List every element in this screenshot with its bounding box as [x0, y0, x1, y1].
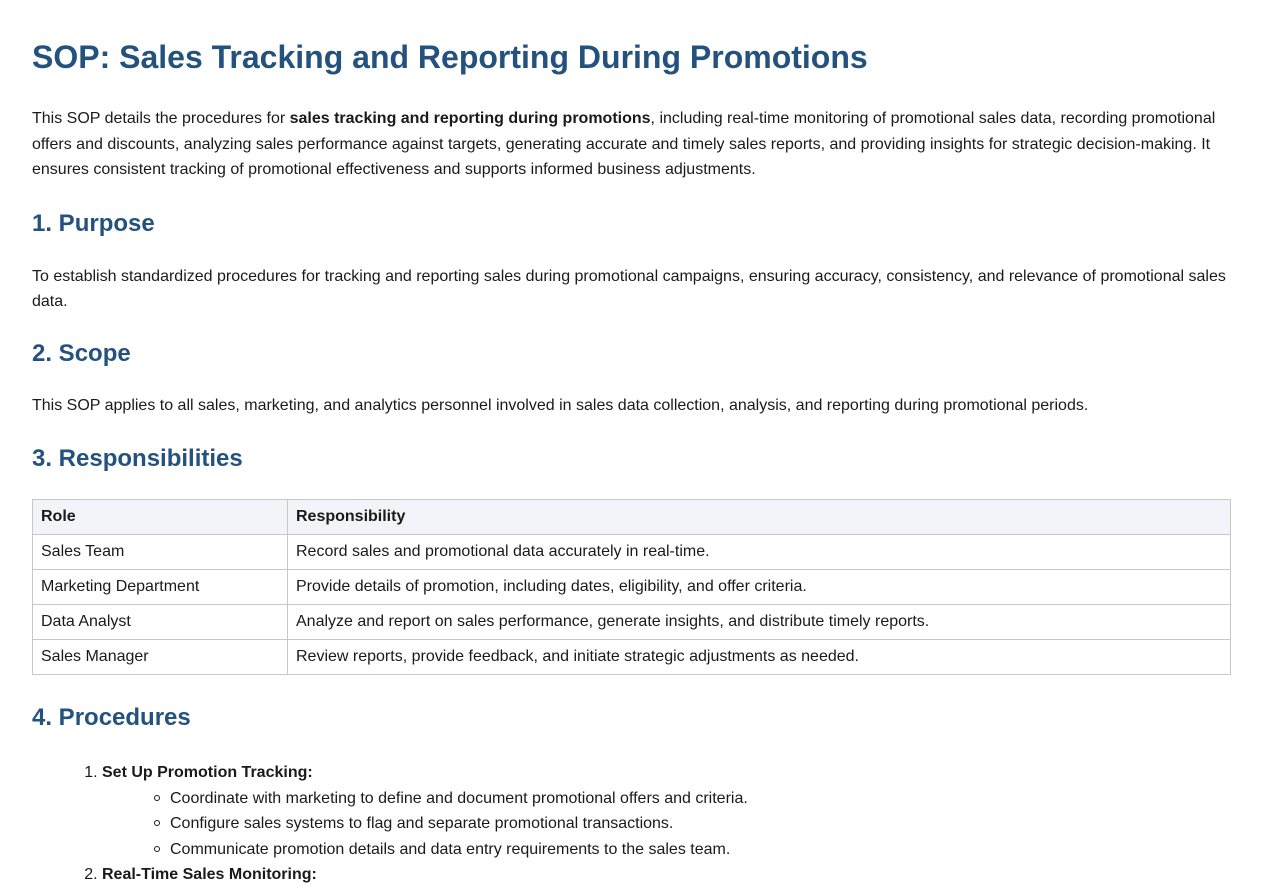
table-row	[33, 640, 1231, 675]
responsibility-cell: Provide details of promotion, including dates, eligibility, and offer criteria.	[288, 570, 1231, 605]
section-heading-responsibilities: 3. Responsibilities	[32, 445, 243, 472]
bullet-icon	[154, 820, 160, 826]
table-row	[33, 570, 1231, 605]
role-cell: Sales Manager	[33, 640, 288, 675]
procedure-step	[102, 862, 1231, 888]
role-cell: Sales Team	[33, 535, 288, 570]
responsibility-cell: Record sales and promotional data accurately in real-time.	[288, 535, 1231, 570]
procedure-step	[102, 760, 1231, 862]
responsibility-cell: Review reports, provide feedback, and initiate strategic adjustments as needed.	[288, 640, 1231, 675]
procedure-substeps-list	[102, 786, 1231, 863]
table-row	[33, 605, 1231, 640]
page-title: SOP: Sales Tracking and Reporting During Promotions	[32, 39, 868, 75]
responsibility-cell: Analyze and report on sales performance, generate insights, and distribute timely reports.	[288, 605, 1231, 640]
procedure-step-title: Set Up Promotion Tracking:	[102, 764, 313, 781]
role-cell: Marketing Department	[33, 570, 288, 605]
list-item	[170, 837, 1231, 863]
intro-text-bold: sales tracking and reporting during promotions	[289, 110, 651, 127]
intro-text-before: This SOP details the procedures for	[32, 110, 290, 127]
list-item-text: Configure sales systems to flag and separate promotional transactions.	[170, 815, 674, 832]
section-heading-purpose: 1. Purpose	[32, 209, 155, 237]
sop-document	[32, 0, 1231, 888]
section-heading-procedures: 4. Procedures	[32, 704, 191, 731]
procedure-steps-list	[32, 760, 1231, 888]
column-header-role: Role	[33, 500, 288, 535]
procedure-step-title: Real-Time Sales Monitoring:	[102, 866, 317, 883]
bullet-icon	[154, 795, 160, 801]
column-header-responsibility: Responsibility	[288, 500, 1231, 535]
purpose-text: To establish standardized procedures for tracking and reporting sales during promotional campaigns, ensuring accuracy, consistency, and relevance of promotional sales data.	[32, 267, 1226, 310]
list-item-text: Coordinate with marketing to define and document promotional offers and criteria.	[170, 789, 748, 807]
list-item-text: Communicate promotion details and data entry requirements to the sales team.	[170, 840, 731, 858]
table-row	[33, 535, 1231, 570]
list-item	[170, 811, 1231, 837]
list-item	[170, 786, 1231, 812]
intro-paragraph	[32, 106, 1231, 183]
section-heading-scope: 2. Scope	[32, 339, 131, 367]
table-header-row	[33, 500, 1231, 535]
role-cell: Data Analyst	[33, 605, 288, 640]
scope-text: This SOP applies to all sales, marketing, and analytics personnel involved in sales data collection, analysis, and reporting during promotional periods.	[32, 396, 1089, 414]
intro-text-after: , including real-time monitoring of promotional sales data, recording promotional offers and discounts, analyzing sales performance against targets, generating accurate and timely sales reports, and providing insights for strategic decision-making. It ensures consistent tracking of promotional effectiveness and supports informed business adjustments.	[32, 110, 1216, 178]
responsibilities-table	[32, 499, 1231, 675]
bullet-icon	[154, 846, 160, 852]
